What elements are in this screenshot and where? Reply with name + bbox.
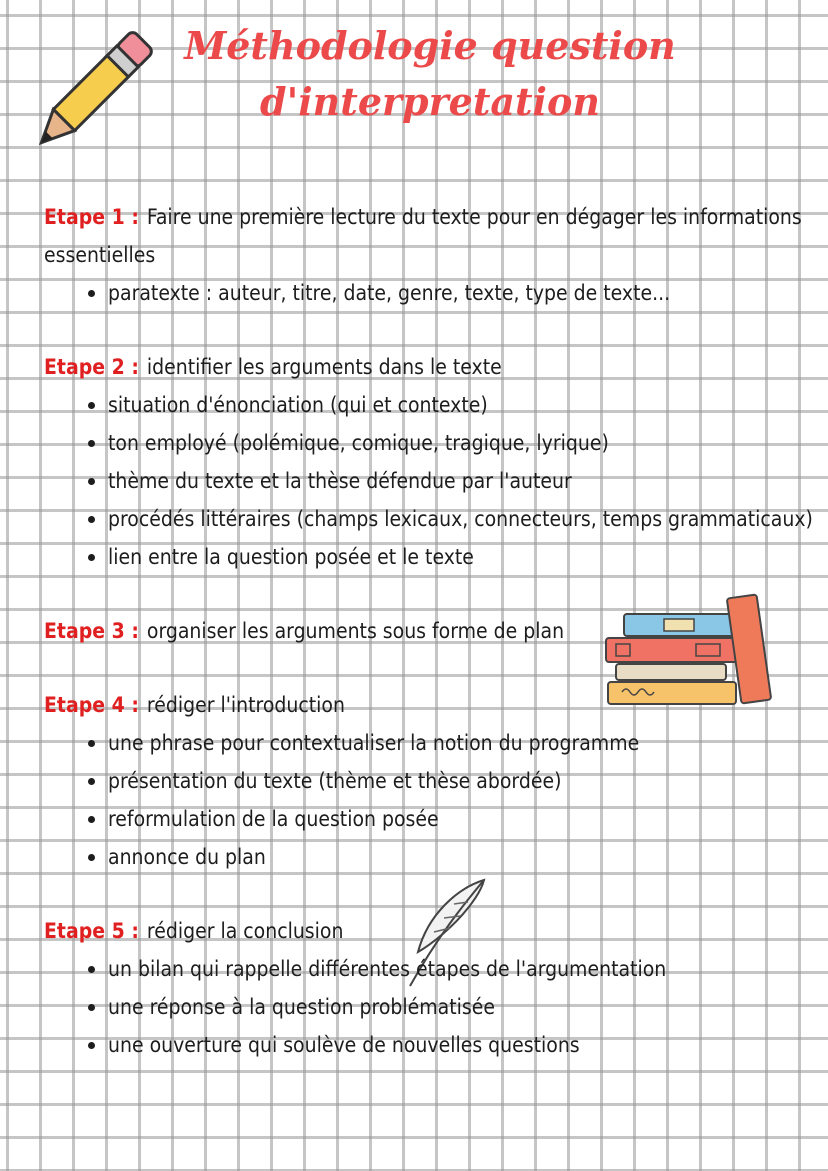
list-item: paratexte : auteur, titre, date, genre, texte, type de texte... (108, 274, 814, 312)
step-label: Etape 4 : (44, 693, 139, 717)
list-item: un bilan qui rappelle différentes étapes de l'argumentation (108, 950, 814, 988)
step-text: Faire une première lecture du texte pour en dégager les informations essentielles (44, 205, 802, 267)
step-3 (44, 612, 814, 650)
step-label: Etape 2 : (44, 355, 139, 379)
step-text: rédiger la conclusion (146, 919, 344, 943)
steps-container (44, 198, 814, 1064)
list-item: une réponse à la question problématisée (108, 988, 814, 1026)
list-item: une phrase pour contextualiser la notion du programme (108, 724, 814, 762)
title-line-1: Méthodologie question (184, 23, 676, 68)
list-item: annonce du plan (108, 838, 814, 876)
step-items (44, 386, 814, 576)
step-text: rédiger l'introduction (146, 693, 345, 717)
step-1 (44, 198, 814, 312)
step-text: identifier les arguments dans le texte (146, 355, 502, 379)
list-item: une ouverture qui soulève de nouvelles questions (108, 1026, 814, 1064)
step-items (44, 950, 814, 1064)
list-item: situation d'énonciation (qui et contexte) (108, 386, 814, 424)
list-item: présentation du texte (thème et thèse abordée) (108, 762, 814, 800)
list-item: thème du texte et la thèse défendue par l'auteur (108, 462, 814, 500)
step-label: Etape 5 : (44, 919, 139, 943)
pencil-icon (26, 24, 161, 159)
step-items (44, 274, 814, 312)
step-label: Etape 3 : (44, 619, 139, 643)
step-text: organiser les arguments sous forme de plan (146, 619, 565, 643)
list-item: lien entre la question posée et le texte (108, 538, 814, 576)
step-4 (44, 686, 814, 876)
step-items (44, 724, 814, 876)
title-line-2: d'interpretation (260, 79, 600, 124)
step-2 (44, 348, 814, 576)
page-title (150, 18, 710, 130)
list-item: procédés littéraires (champs lexicaux, connecteurs, temps grammaticaux) (108, 500, 814, 538)
step-5 (44, 912, 814, 1064)
list-item: reformulation de la question posée (108, 800, 814, 838)
list-item: ton employé (polémique, comique, tragique, lyrique) (108, 424, 814, 462)
step-label: Etape 1 : (44, 205, 139, 229)
